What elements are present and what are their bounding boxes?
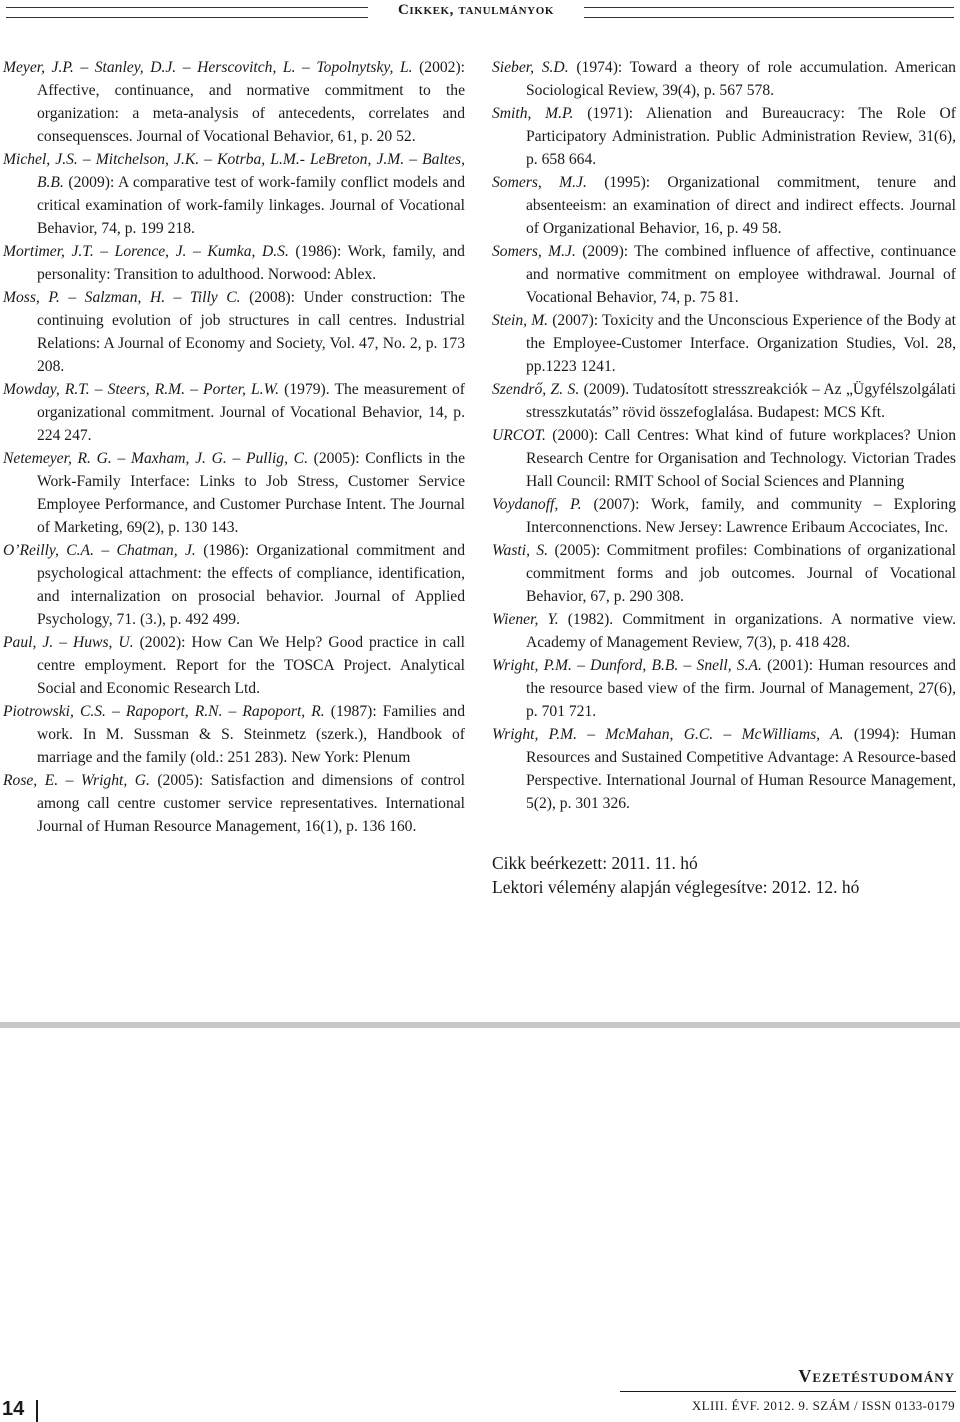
reference-authors: O’Reilly, C.A. – Chatman, J. — [3, 542, 196, 559]
page-number-rule — [36, 1400, 38, 1422]
reference-authors: Paul, J. – Huws, U. — [3, 634, 134, 651]
reference-entry — [3, 631, 465, 700]
footer-rule — [620, 1391, 956, 1392]
header-rule-right — [584, 7, 954, 18]
reference-details: (2005): Commitment profiles: Combinations of organizational commitment forms and job outcomes. Journal of Vocational Behavior, 67, p. 290 308. — [526, 542, 956, 605]
reference-authors: Mortimer, J.T. – Lorence, J. – Kumka, D.S. — [3, 243, 289, 260]
reference-details: (2005): Conflicts in the Work-Family Interface: Links to Job Stress, Customer Service Employee Performance, and Customer Purchase Intent. The Journal of Marketing, 69(2), p. 130 143. — [37, 450, 466, 536]
reference-authors: Somers, M.J. — [492, 174, 587, 191]
finalized-date: Lektori vélemény alapján véglegesítve: 2012. 12. hó — [492, 877, 860, 897]
reference-details: (2001): Human resources and the resource based view of the firm. Journal of Management, 27(6), p. 701 721. — [526, 657, 956, 720]
received-date: Cikk beérkezett: 2011. 11. hó — [492, 853, 698, 873]
reference-authors: Piotrowski, C.S. – Rapoport, R.N. – Rapoport, R. — [3, 703, 325, 720]
journal-issue: XLIII. ÉVF. 2012. 9. SZÁM / ISSN 0133-0179 — [691, 1398, 955, 1413]
reference-authors: Voydanoff, P. — [492, 496, 582, 513]
reference-authors: Wright, P.M. – McMahan, G.C. – McWilliams, A. — [492, 726, 844, 743]
reference-authors: Sieber, S.D. — [492, 59, 569, 76]
separator-bar — [0, 1022, 960, 1028]
reference-entry — [3, 56, 465, 148]
reference-details: (2009): The combined influence of affective, continuance and normative commitment on employee withdrawal. Journal of Vocational Behavior, 74, p. 75 81. — [526, 243, 957, 306]
reference-entry — [3, 447, 465, 539]
reference-entry — [3, 378, 465, 447]
references-right-column — [492, 56, 956, 899]
reference-details: (1987): Families and work. In M. Sussman & S. Steinmetz (szerk.), Handbook of marriage and the family (old.: 251 283). New York: Plenum — [37, 703, 466, 766]
reference-entry — [3, 240, 465, 286]
reference-entry — [3, 769, 465, 838]
journal-name: Vezetéstudomány — [798, 1366, 955, 1386]
reference-entry — [492, 102, 956, 171]
reference-authors: Rose, E. – Wright, G. — [3, 772, 150, 789]
reference-details: (1979). The measurement of organizational commitment. Journal of Vocational Behavior, 14, p. 224 247. — [37, 381, 465, 444]
reference-details: (2008): Under construction: The continuing evolution of job structures in call centres. Industrial Relations: A Journal of Economy and Society, Vol. 47, No. 2, p. 173 208. — [37, 289, 465, 375]
reference-details: (1995): Organizational commitment, tenure and absenteeism: an examination of direct and indirect effects. Journal of Organizational Behavior, 16, p. 49 58. — [526, 174, 956, 237]
reference-details: (2002): How Can We Help? Good practice in call centre employment. Report for the TOSCA Project. Analytical Social and Economic Research Ltd. — [37, 634, 465, 697]
reference-authors: Smith, M.P. — [492, 105, 574, 122]
reference-details: (2002): Affective, continuance, and normative commitment to the organization: a meta-analysis of antecedents, correlates and consequensces. Journal of Vocational Behavior, 61, p. 20 52. — [37, 59, 466, 145]
reference-details: (2007): Work, family, and community – Exploring Interconnenctions. New Jersey: Lawrence Eribaum Accociates, Inc. — [526, 496, 957, 536]
page-number: 14 — [2, 1398, 25, 1420]
reference-authors: Wright, P.M. – Dunford, B.B. – Snell, S.A. — [492, 657, 762, 674]
reference-details: (1971): Alienation and Bureaucracy: The Role Of Participatory Administration. Public Administration Review, 31(6), p. 658 664. — [526, 105, 957, 168]
reference-entry — [492, 378, 956, 424]
reference-details: (1974): Toward a theory of role accumulation. American Sociological Review, 39(4), p. 567 578. — [526, 59, 956, 99]
reference-details: (2000): Call Centres: What kind of future workplaces? Union Research Centre for Organisation and Technology. Victorian Trades Hall Council: RMIT School of Social Sciences and Planning — [526, 427, 956, 490]
references-left-column — [3, 56, 465, 838]
article-dates — [492, 851, 956, 899]
reference-entry — [492, 723, 956, 815]
reference-entry — [492, 493, 956, 539]
reference-authors: Meyer, J.P. – Stanley, D.J. – Herscovitch, L. – Topolnytsky, L. — [3, 59, 413, 76]
reference-entry — [3, 539, 465, 631]
reference-authors: Moss, P. – Salzman, H. – Tilly C. — [3, 289, 241, 306]
reference-details: (1986): Work, family, and personality: Transition to adulthood. Norwood: Ablex. — [37, 243, 465, 283]
reference-entry — [492, 608, 956, 654]
reference-authors: Netemeyer, R. G. – Maxham, J. G. – Pullig, C. — [3, 450, 308, 467]
reference-details: (2009). Tudatosított stresszreakciók – Az „Ügyfélszolgálati stresszkutatás” rövid összefoglalása. Budapest: MCS Kft. — [526, 381, 956, 421]
reference-entry — [492, 309, 956, 378]
reference-entry — [3, 700, 465, 769]
reference-authors: Michel, J.S. – Mitchelson, J.K. – Kotrba, L.M.- LeBreton, J.M. – Baltes, B.B. — [3, 151, 465, 191]
reference-authors: Stein, M. — [492, 312, 549, 329]
reference-authors: URCOT. — [492, 427, 546, 444]
reference-entry — [492, 654, 956, 723]
reference-authors: Wasti, S. — [492, 542, 549, 559]
reference-details: (2005): Satisfaction and dimensions of control among call centre customer service representatives. International Journal of Human Resource Management, 16(1), p. 136 160. — [37, 772, 465, 835]
header-rule-left — [6, 7, 368, 18]
reference-authors: Somers, M.J. — [492, 243, 576, 260]
reference-entry — [492, 171, 956, 240]
reference-details: (1986): Organizational commitment and psychological attachment: the effects of compliance, identification, and internalization on prosocial behavior. Journal of Applied Psychology, 71. (3.), p. 492 499. — [37, 542, 465, 628]
reference-details: (1994): Human Resources and Sustained Competitive Advantage: A Resource-based Perspective. International Journal of Human Resource Management, 5(2), p. 301 326. — [526, 726, 956, 812]
reference-authors: Mowday, R.T. – Steers, R.M. – Porter, L.W. — [3, 381, 280, 398]
reference-details: (2007): Toxicity and the Unconscious Experience of the Body at the Employee-Customer Interface. Organization Studies, Vol. 28, pp.1223 1241. — [526, 312, 956, 375]
section-title: Cikkek, tanulmányok — [397, 2, 555, 18]
reference-authors: Szendrő, Z. S. — [492, 381, 580, 398]
reference-entry — [3, 286, 465, 378]
reference-entry — [492, 539, 956, 608]
reference-details: (1982). Commitment in organizations. A normative view. Academy of Management Review, 7(3), p. 418 428. — [526, 611, 956, 651]
reference-entry — [3, 148, 465, 240]
reference-entry — [492, 56, 956, 102]
reference-authors: Wiener, Y. — [492, 611, 559, 628]
reference-entry — [492, 424, 956, 493]
reference-details: (2009): A comparative test of work-family conflict models and critical examination of work-family linkages. Journal of Vocational Behavior, 74, p. 199 218. — [37, 174, 465, 237]
reference-entry — [492, 240, 956, 309]
